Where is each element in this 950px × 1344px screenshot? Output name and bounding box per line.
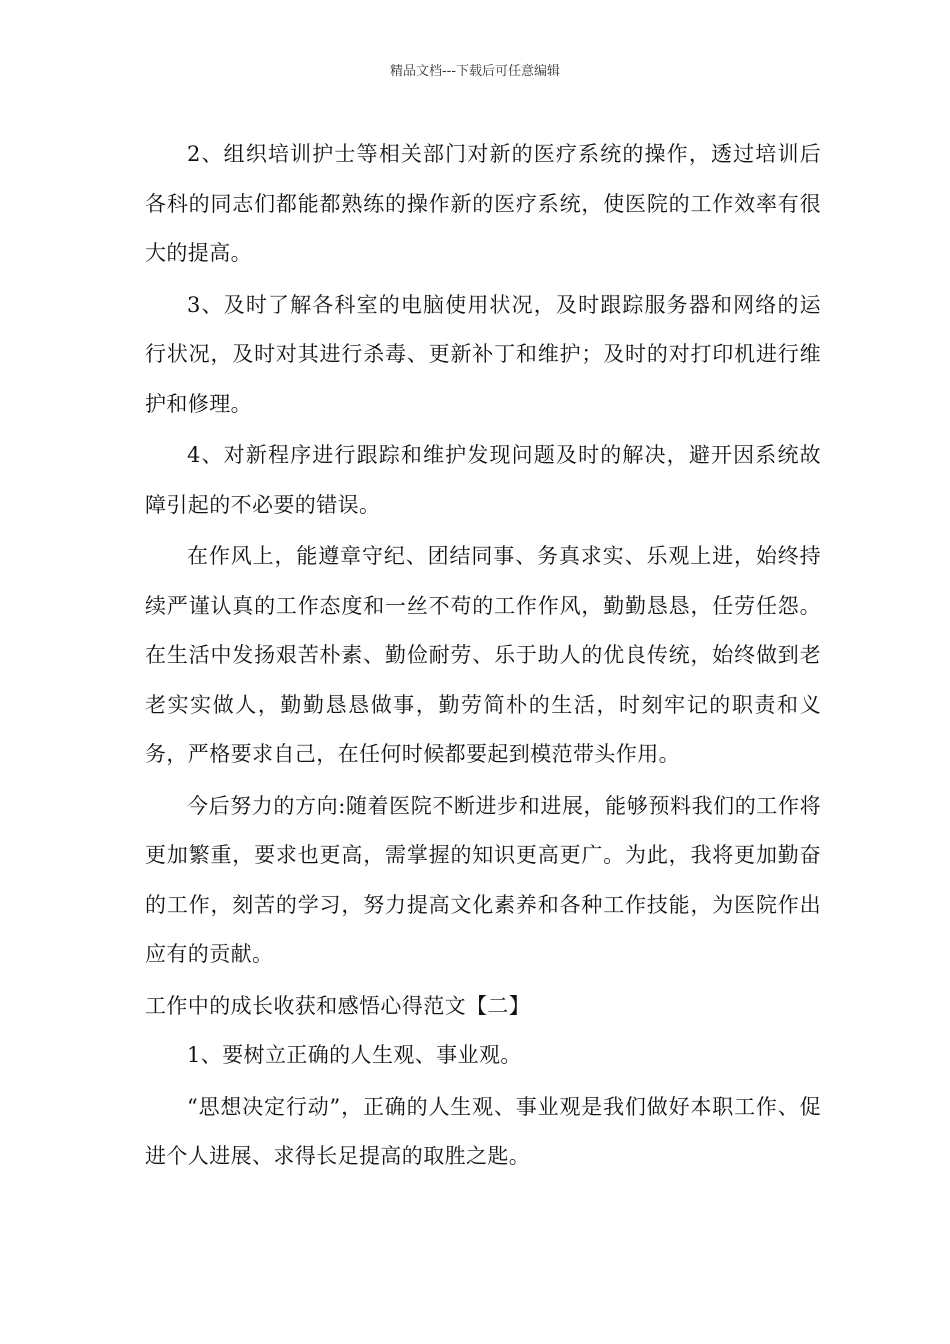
paragraph-section-quote: “思想决定行动”，正确的人生观、事业观是我们做好本职工作、促进个人进展、求得长足提高的取胜之匙。 <box>145 1094 821 1168</box>
section-heading: 工作中的成长收获和感悟心得范文【二】 <box>145 993 531 1018</box>
paragraph-item-3: 3、及时了解各科室的电脑使用状况，及时跟踪服务器和网络的运行状况，及时对其进行杀毒、更新补丁和维护；及时的对打印机进行维护和修理。 <box>145 292 821 416</box>
paragraph-item-4: 4、对新程序进行跟踪和维护发现问题及时的解决，避开因系统故障引起的不必要的错误。 <box>145 443 821 517</box>
paragraph-section-item-1: 1、要树立正确的人生观、事业观。 <box>187 1043 522 1067</box>
document-body <box>145 130 821 1184</box>
page-header: 精品文档---下载后可任意编辑 <box>389 64 561 79</box>
paragraph-item-2: 2、组织培训护士等相关部门对新的医疗系统的操作，透过培训后各科的同志们都能都熟练的操作新的医疗系统，使医院的工作效率有很大的提高。 <box>145 142 821 265</box>
paragraph-future-direction: 今后努力的方向:随着医院不断进步和进展，能够预料我们的工作将更加繁重，要求也更高，需掌握的知识更高更广。为此，我将更加勤奋的工作，刻苦的学习，努力提高文化素养和各种工作技能，为医院作出应有的贡献。 <box>145 793 821 966</box>
paragraph-work-style: 在作风上，能遵章守纪、团结同事、务真求实、乐观上进，始终持续严谨认真的工作态度和一丝不苟的工作作风，勤勤恳恳，任劳任怨。在生活中发扬艰苦朴素、勤俭耐劳、乐于助人的优良传统，始终做到老老实实做人，勤勤恳恳做事，勤劳简朴的生活，时刻牢记的职责和义务，严格要求自己，在任何时候都要起到模范带头作用。 <box>145 544 821 766</box>
